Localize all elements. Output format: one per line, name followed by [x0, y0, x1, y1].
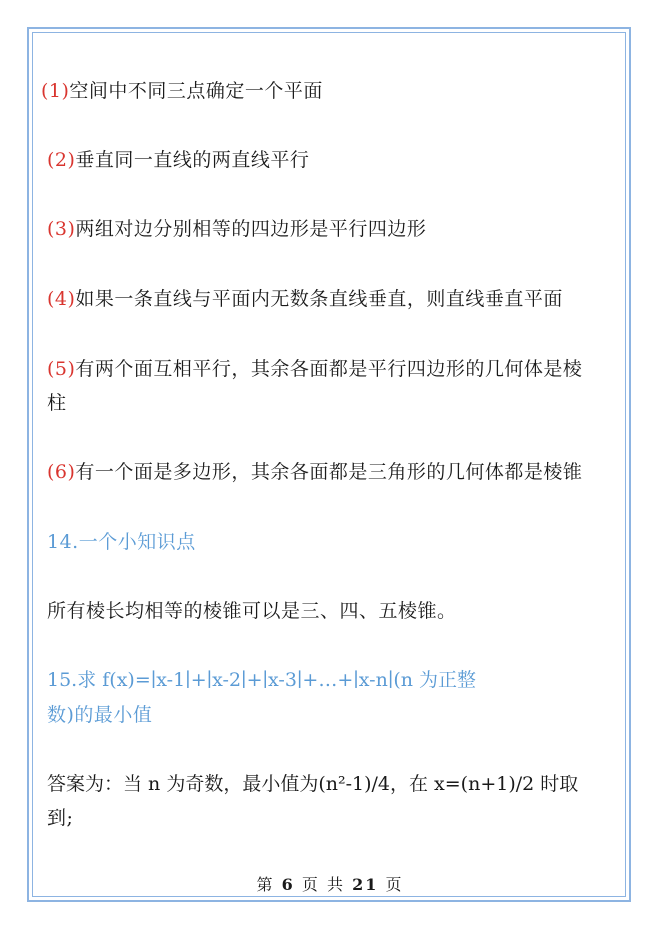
section-15-answer-line1: 答案为：当 n 为奇数，最小值为(n²-1)/4，在 x=(n+1)/2 时取 [47, 773, 579, 795]
item-number: (2) [47, 149, 76, 171]
section-15-heading-line1: 15.求 f(x)=∣x-1∣+∣x-2∣+∣x-3∣+…+∣x-n∣(n 为正整 [47, 669, 477, 691]
item-6 [47, 455, 582, 489]
section-14-body: 所有棱长均相等的棱锥可以是三、四、五棱锥。 [47, 600, 457, 622]
item-number: (5) [47, 358, 76, 380]
page-footer [0, 872, 660, 895]
section-15-answer-line2: 到; [47, 807, 74, 829]
item-1 [41, 74, 323, 108]
item-text: 柱 [47, 392, 67, 414]
item-number: (3) [47, 218, 76, 240]
footer-mid: 页 共 [301, 875, 345, 894]
item-3 [47, 212, 426, 246]
item-2 [47, 143, 309, 177]
item-number: (1) [41, 80, 70, 102]
item-text: 有一个面是多边形，其余各面都是三角形的几何体都是棱锥 [75, 461, 583, 483]
item-text: 两组对边分别相等的四边形是平行四边形 [75, 218, 427, 240]
footer-prefix: 第 [256, 875, 275, 894]
section-15-heading-line2: 数)的最小值 [47, 704, 153, 726]
item-5-continuation [47, 386, 67, 420]
footer-total-pages: 21 [352, 875, 379, 894]
footer-page-number: 6 [281, 875, 295, 894]
item-text: 如果一条直线与平面内无数条直线垂直，则直线垂直平面 [75, 288, 563, 310]
item-text: 空间中不同三点确定一个平面 [69, 80, 323, 102]
footer-suffix: 页 [385, 875, 404, 894]
item-number: (4) [47, 288, 76, 310]
item-5 [47, 352, 582, 386]
item-text: 有两个面互相平行，其余各面都是平行四边形的几何体是棱 [75, 358, 583, 380]
item-4 [47, 282, 563, 316]
section-14-heading: 14.一个小知识点 [47, 531, 196, 553]
item-number: (6) [47, 461, 76, 483]
item-text: 垂直同一直线的两直线平行 [75, 149, 310, 171]
